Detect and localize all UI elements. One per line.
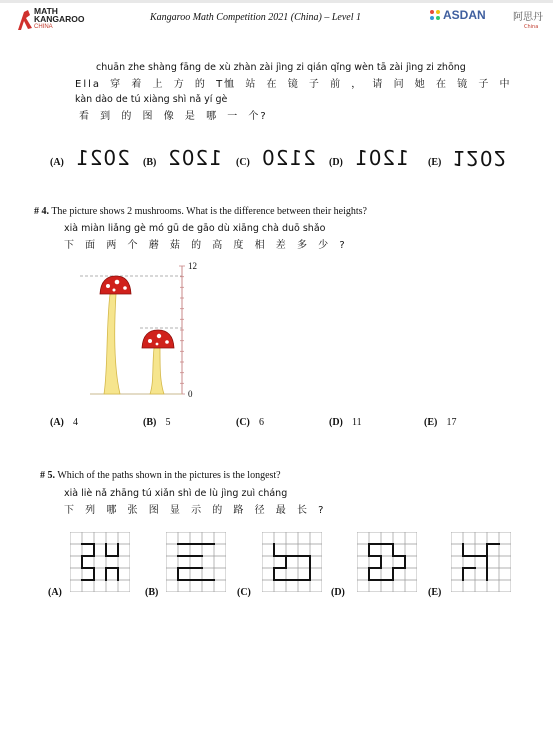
option-letter: (A)	[50, 417, 64, 428]
q5-number: # 5.	[40, 470, 55, 481]
logo-line2: KANGAROO	[34, 14, 85, 24]
q4-option-d[interactable]	[329, 410, 362, 429]
option-letter: (C)	[236, 157, 250, 168]
q3-option-c[interactable]	[236, 146, 316, 170]
asdan-brand: ASDAN	[443, 8, 486, 22]
q3-option-e[interactable]	[428, 146, 507, 170]
q4-question	[34, 206, 367, 217]
mirrored-number: 1202	[167, 146, 223, 170]
path-grid-a	[70, 532, 130, 592]
option-letter: (D)	[329, 417, 343, 428]
option-value: 6	[258, 417, 264, 428]
asdan-brand-cn: 阿思丹	[513, 12, 543, 23]
option-letter: (C)	[236, 417, 250, 428]
q4-option-a[interactable]	[50, 410, 78, 429]
q4-option-b[interactable]	[143, 410, 170, 429]
q3-pinyin-line2: kàn dào de tú xiàng shì nǎ yí gè	[75, 94, 228, 105]
option-letter: (E)	[424, 417, 438, 428]
q5-question	[40, 470, 281, 481]
ruler-bottom-label: 0	[188, 389, 193, 399]
q3-pinyin-line1: chuān zhe shàng fāng de xù zhàn zài jìng zi qián qǐng wèn tā zài jìng zi zhōng	[96, 62, 466, 73]
asdan-logo-icon	[428, 8, 442, 22]
mirrored-number: 2120	[260, 146, 316, 170]
option-value: 17	[446, 417, 457, 428]
path-grid-d	[357, 532, 417, 592]
q5-option-e[interactable]: (E)	[428, 587, 442, 598]
q5-option-d[interactable]: (D)	[331, 587, 345, 598]
q4-number: # 4.	[34, 206, 49, 217]
q5-option-a[interactable]: (A)	[48, 587, 62, 598]
option-value: 4	[72, 417, 78, 428]
q4-chinese: 下 面 两 个 蘑 菇 的 高 度 相 差 多 少 ?	[64, 240, 347, 251]
q3-chinese-line1: Ella 穿 着 上 方 的 T恤 站 在 镜 子 前 ， 请 问 她 在 镜 子 中	[75, 79, 512, 90]
q3-option-a[interactable]	[50, 146, 130, 170]
asdan-brand-sub: China	[524, 24, 539, 30]
q5-chinese: 下 列 哪 张 图 显 示 的 路 径 最 长 ?	[64, 505, 326, 516]
path-grid-e	[451, 532, 511, 592]
mushrooms-figure	[70, 258, 210, 402]
top-strip	[0, 0, 553, 3]
option-letter: (A)	[50, 157, 64, 168]
q4-pinyin: xià miàn liǎng gè mó gū de gāo dù xiāng chà duō shǎo	[64, 223, 326, 234]
option-letter: (B)	[143, 417, 157, 428]
path-grid-c	[262, 532, 322, 592]
mirrored-number: 1202	[452, 146, 508, 170]
q3-chinese-line2: 看 到 的 图 像 是 哪 一 个?	[79, 111, 268, 122]
option-letter: (B)	[143, 157, 157, 168]
page-header-title: Kangaroo Math Competition 2021 (China) – Level 1	[150, 12, 362, 23]
q3-option-d[interactable]	[329, 146, 409, 170]
logo-line1: MATH	[34, 6, 58, 16]
option-letter: (D)	[329, 157, 343, 168]
logo-line3: CHINA	[34, 24, 53, 30]
mirrored-number: 1201	[353, 146, 409, 170]
q4-option-e[interactable]	[424, 410, 456, 429]
q5-text: Which of the paths shown in the pictures is the longest?	[57, 470, 281, 481]
q4-text: The picture shows 2 mushrooms. What is the difference between their heights?	[51, 206, 367, 217]
q3-option-b[interactable]	[143, 146, 222, 170]
q5-option-b[interactable]: (B)	[145, 587, 159, 598]
q5-option-c[interactable]: (C)	[237, 587, 251, 598]
q5-pinyin: xià liè nǎ zhāng tú xiǎn shì de lù jìng zuì cháng	[64, 488, 288, 499]
path-grid-b	[166, 532, 226, 592]
option-letter: (E)	[428, 157, 442, 168]
mirrored-number: 2021	[74, 146, 130, 170]
q4-option-c[interactable]	[236, 410, 264, 429]
math-kangaroo-logo	[34, 7, 85, 31]
option-value: 5	[165, 417, 171, 428]
option-value: 11	[351, 417, 362, 428]
ruler-top-label: 12	[188, 261, 197, 271]
